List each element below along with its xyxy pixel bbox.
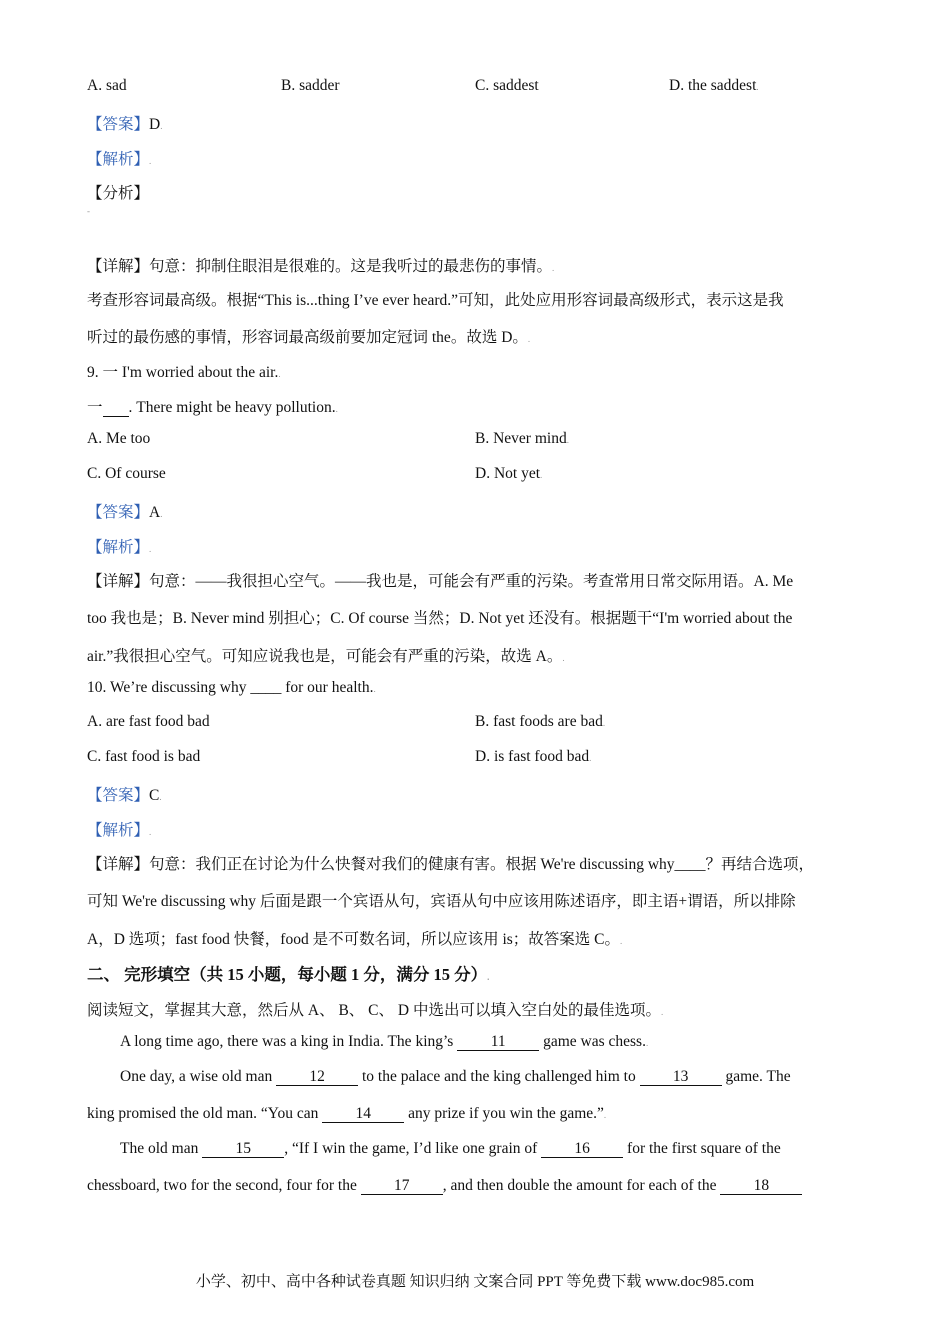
q10-detail-1: 【详解】句意：我们正在讨论为什么快餐对我们的健康有害。根据 We're discussing why____？再结合选项， — [87, 856, 815, 873]
q9-option-d: D. Not yet. — [475, 465, 543, 482]
q9-detail-1: 【详解】句意：——我很担心空气。——我也是，可能会有严重的污染。考查常用日常交际用语。A. Me — [87, 573, 794, 590]
q9-stem-1: 9. 一 I'm worried about the air.. — [87, 364, 281, 381]
q10-option-d: D. is fast food bad. — [475, 748, 592, 765]
q10-option-c: C. fast food is bad — [87, 748, 201, 765]
q10-answer: 【答案】C. — [87, 787, 162, 804]
q8-detail-1: 【详解】句意：抑制住眼泪是很难的。这是我听过的最悲伤的事情。. — [87, 258, 555, 275]
section-heading: 二、 完形填空（共 15 小题，每小题 1 分，满分 15 分）. — [87, 965, 490, 984]
q8-analysis: 【解析】. — [87, 151, 152, 168]
page-footer: 小学、初中、高中各种试卷真题 知识归纳 文案合同 PPT 等免费下载 www.doc985.com — [195, 1274, 755, 1290]
q9-answer: 【答案】A. — [87, 504, 163, 521]
q9-detail-3: air.”我很担心空气。可知应说我也是，可能会有严重的污染，故选 A。. — [87, 648, 565, 665]
q9-detail-2: too 我也是；B. Never mind 别担心；C. Of course 当然；D. Not yet 还没有。根据题干“I'm worried about the — [87, 610, 793, 627]
q10-detail-3: A，D 选项；fast food 快餐，food 是不可数名词，所以应该用 is；故答案选 C。. — [87, 931, 623, 948]
q10-option-a: A. are fast food bad — [87, 713, 210, 730]
passage-line-5: chessboard, two for the second, four for the 17 , and then double the amount for each of the 18 — [87, 1177, 802, 1195]
q8-option-a: A. sad — [87, 77, 127, 94]
q10-analysis: 【解析】. — [87, 822, 152, 839]
paragraph-mark: - — [87, 206, 90, 216]
blank-17: 17 — [361, 1177, 443, 1195]
passage-line-1: A long time ago, there was a king in India. The king’s 11 game was chess.. — [120, 1033, 649, 1050]
q8-detail-3: 听过的最伤感的事情，形容词最高级前要加定冠词 the。故选 D。. — [87, 329, 531, 346]
blank-18: 18 — [720, 1177, 802, 1195]
q10-option-b: B. fast foods are bad. — [475, 713, 606, 730]
q8-option-d: D. the saddest. — [669, 77, 759, 94]
passage-line-4: The old man 15 , “If I win the game, I’d like one grain of 16 for the first square of the — [120, 1140, 781, 1157]
q8-answer: 【答案】D. — [87, 116, 163, 133]
blank-12: 12 — [276, 1068, 358, 1086]
passage-line-3: king promised the old man. “You can 14 any prize if you win the game.”. — [87, 1105, 607, 1122]
blank-11: 11 — [457, 1033, 539, 1051]
q8-option-b: B. sadder — [281, 77, 340, 94]
q9-option-a: A. Me too — [87, 430, 151, 447]
blank-13: 13 — [640, 1068, 722, 1086]
q9-blank — [103, 399, 129, 417]
q10-stem: 10. We’re discussing why ____ for our health.. — [87, 679, 376, 696]
q9-analysis: 【解析】. — [87, 539, 152, 556]
q10-detail-2: 可知 We're discussing why 后面是跟一个宾语从句，宾语从句中应该用陈述语序，即主语+谓语，所以排除 — [87, 893, 796, 910]
passage-line-2: One day, a wise old man 12 to the palace and the king challenged him to 13 game. The — [120, 1068, 791, 1085]
blank-14: 14 — [322, 1105, 404, 1123]
section-instruction: 阅读短文，掌握其大意，然后从 A、 B、 C、 D 中选出可以填入空白处的最佳选项。. — [87, 1002, 664, 1019]
q8-detail-2: 考查形容词最高级。根据“This is...thing I’ve ever heard.”可知，此处应用形容词最高级形式，表示这是我 — [87, 292, 784, 309]
q8-fenxi: 【分析】 — [87, 185, 150, 202]
blank-16: 16 — [541, 1140, 623, 1158]
q9-option-b: B. Never mind. — [475, 430, 569, 447]
q9-option-c: C. Of course — [87, 465, 166, 482]
q8-option-c: C. saddest — [475, 77, 539, 94]
q9-stem-2: 一 . There might be heavy pollution.. — [87, 399, 338, 416]
blank-15: 15 — [202, 1140, 284, 1158]
